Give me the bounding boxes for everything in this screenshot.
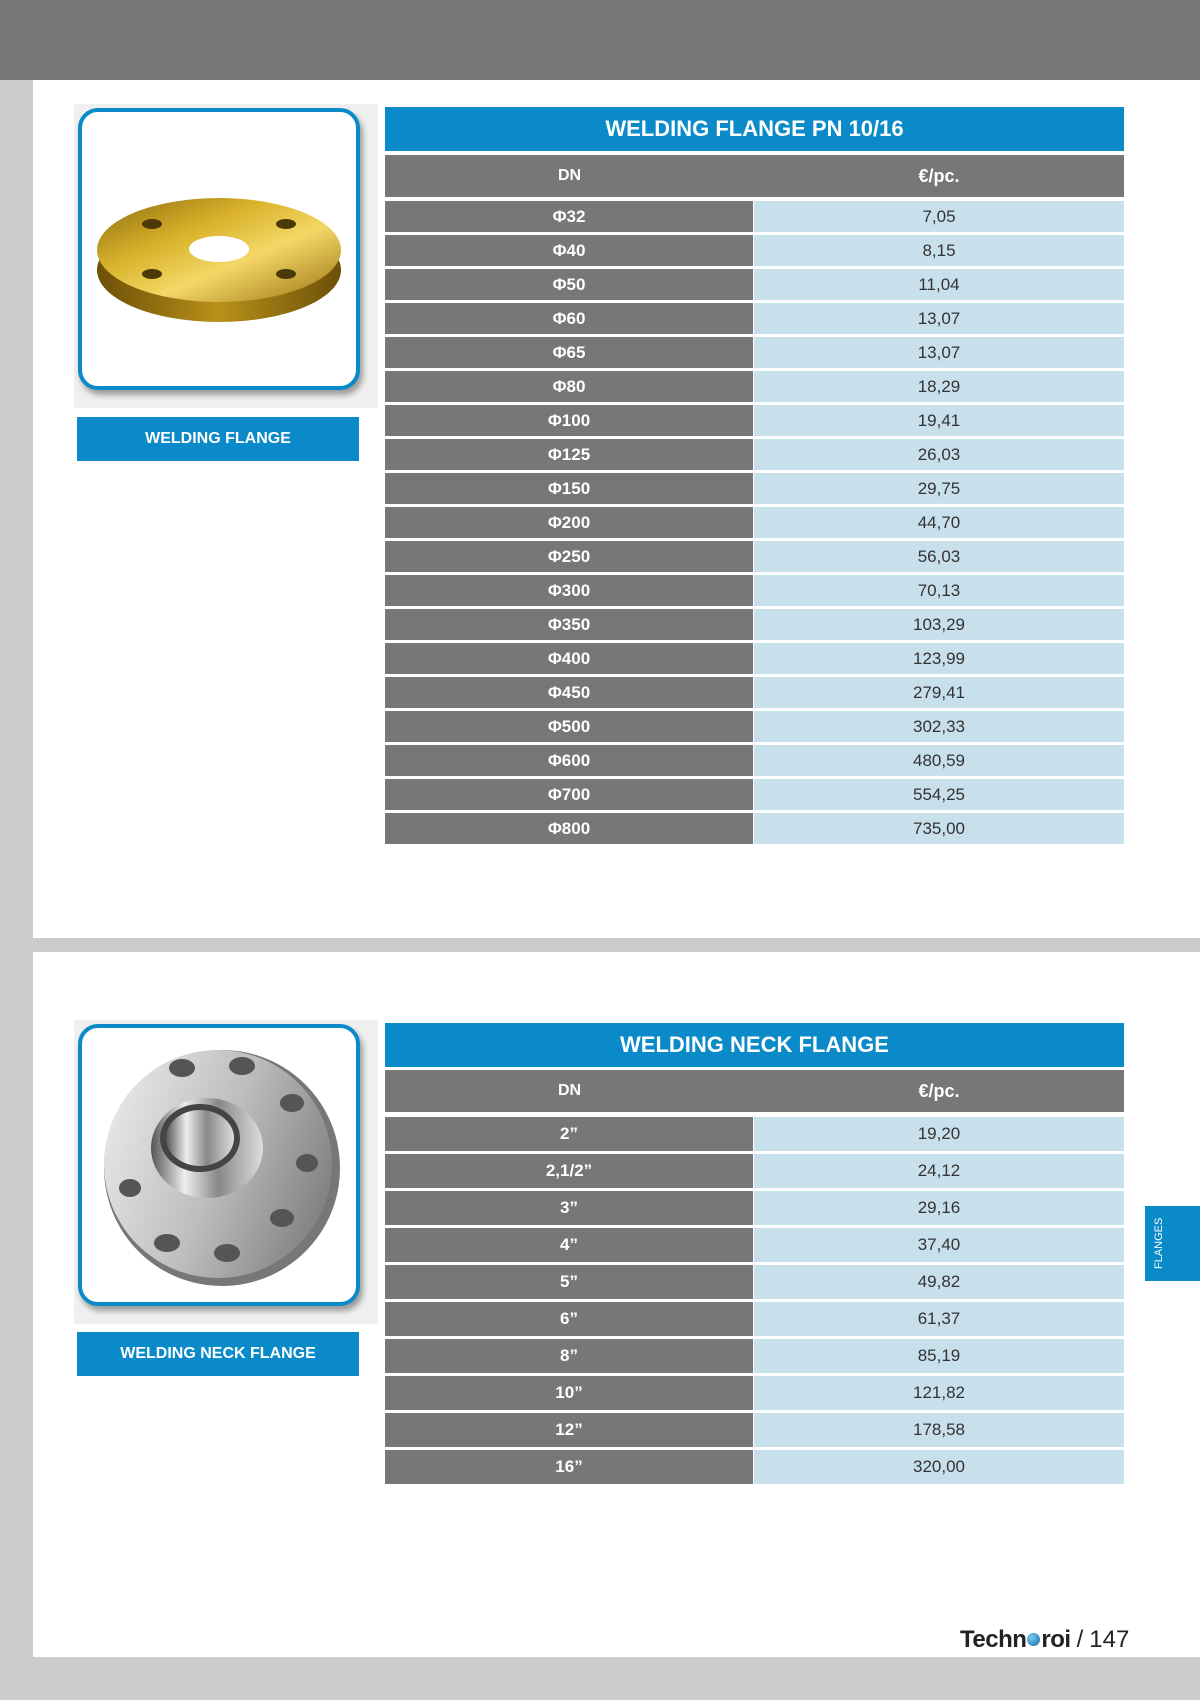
brand-name-end: roi <box>1041 1626 1071 1653</box>
section-side-tab[interactable] <box>1145 1206 1200 1281</box>
table-row <box>385 235 1124 266</box>
dn-cell: 6” <box>385 1302 753 1336</box>
brand-name-start: Techn <box>960 1626 1027 1653</box>
dn-cell: Φ150 <box>385 473 753 504</box>
price-cell: 29,75 <box>754 473 1124 504</box>
column-header-price: €/pc. <box>918 1080 960 1101</box>
brass-flange-icon <box>82 112 356 386</box>
dn-cell: Φ100 <box>385 405 753 436</box>
product-image-box <box>74 1020 378 1324</box>
side-tab-label: FLANGES <box>1153 1217 1165 1270</box>
page-number: 147 <box>1089 1626 1130 1653</box>
table-row <box>385 813 1124 844</box>
dn-cell: Φ125 <box>385 439 753 470</box>
dn-cell: Φ400 <box>385 643 753 674</box>
top-bar <box>0 0 1200 80</box>
price-table-rows <box>385 201 1124 847</box>
table-row <box>385 371 1124 402</box>
product-image-frame <box>78 1024 360 1306</box>
price-cell: 11,04 <box>754 269 1124 300</box>
dn-cell: Φ60 <box>385 303 753 334</box>
table-row <box>385 711 1124 742</box>
table-row <box>385 439 1124 470</box>
price-cell: 56,03 <box>754 541 1124 572</box>
price-cell: 24,12 <box>754 1154 1124 1188</box>
price-cell: 554,25 <box>754 779 1124 810</box>
price-table-rows <box>385 1117 1124 1487</box>
price-cell: 13,07 <box>754 303 1124 334</box>
dn-cell: Φ80 <box>385 371 753 402</box>
table-row <box>385 337 1124 368</box>
table-row <box>385 1376 1124 1410</box>
price-cell: 19,41 <box>754 405 1124 436</box>
price-cell: 85,19 <box>754 1339 1124 1373</box>
price-cell: 302,33 <box>754 711 1124 742</box>
table-title: WELDING NECK FLANGE <box>385 1023 1124 1067</box>
table-row <box>385 677 1124 708</box>
dn-cell: 3” <box>385 1191 753 1225</box>
product-caption: WELDING NECK FLANGE <box>77 1332 359 1376</box>
price-cell: 13,07 <box>754 337 1124 368</box>
table-row <box>385 575 1124 606</box>
dn-cell: 2” <box>385 1117 753 1151</box>
price-cell: 123,99 <box>754 643 1124 674</box>
price-cell: 37,40 <box>754 1228 1124 1262</box>
table-row <box>385 405 1124 436</box>
dn-cell: Φ800 <box>385 813 753 844</box>
price-cell: 29,16 <box>754 1191 1124 1225</box>
price-cell: 19,20 <box>754 1117 1124 1151</box>
dn-cell: Φ50 <box>385 269 753 300</box>
blue-dot-icon <box>1027 1633 1040 1646</box>
table-row <box>385 303 1124 334</box>
dn-cell: Φ600 <box>385 745 753 776</box>
table-row <box>385 201 1124 232</box>
table-row <box>385 745 1124 776</box>
product-image-frame <box>78 108 360 390</box>
dn-cell: 4” <box>385 1228 753 1262</box>
dn-cell: Φ65 <box>385 337 753 368</box>
price-cell: 70,13 <box>754 575 1124 606</box>
dn-cell: Φ350 <box>385 609 753 640</box>
table-row <box>385 507 1124 538</box>
table-row <box>385 541 1124 572</box>
dn-cell: Φ700 <box>385 779 753 810</box>
price-cell: 279,41 <box>754 677 1124 708</box>
price-cell: 61,37 <box>754 1302 1124 1336</box>
dn-cell: Φ40 <box>385 235 753 266</box>
column-header-dn: DN <box>557 1082 582 1099</box>
price-cell: 49,82 <box>754 1265 1124 1299</box>
price-cell: 480,59 <box>754 745 1124 776</box>
dn-cell: Φ250 <box>385 541 753 572</box>
dn-cell: 10” <box>385 1376 753 1410</box>
dn-cell: 16” <box>385 1450 753 1484</box>
table-row <box>385 609 1124 640</box>
table-row <box>385 1302 1124 1336</box>
table-row <box>385 1154 1124 1188</box>
table-row <box>385 1413 1124 1447</box>
table-title: WELDING FLANGE PN 10/16 <box>385 107 1124 151</box>
table-row <box>385 1450 1124 1484</box>
product-image-box <box>74 104 378 408</box>
price-cell: 7,05 <box>754 201 1124 232</box>
table-row <box>385 1228 1124 1262</box>
dn-cell: Φ500 <box>385 711 753 742</box>
price-cell: 18,29 <box>754 371 1124 402</box>
table-row <box>385 473 1124 504</box>
page-footer <box>960 1624 1129 1656</box>
table-row <box>385 1191 1124 1225</box>
steel-neck-flange-icon <box>82 1028 356 1302</box>
price-cell: 735,00 <box>754 813 1124 844</box>
dn-cell: Φ450 <box>385 677 753 708</box>
product-caption: WELDING FLANGE <box>77 417 359 461</box>
table-row <box>385 643 1124 674</box>
table-row <box>385 269 1124 300</box>
column-header-dn: DN <box>557 167 582 184</box>
table-header <box>385 155 1124 197</box>
price-cell: 26,03 <box>754 439 1124 470</box>
table-row <box>385 1339 1124 1373</box>
price-cell: 178,58 <box>754 1413 1124 1447</box>
dn-cell: Φ300 <box>385 575 753 606</box>
table-row <box>385 1265 1124 1299</box>
table-row <box>385 1117 1124 1151</box>
price-cell: 8,15 <box>754 235 1124 266</box>
price-cell: 320,00 <box>754 1450 1124 1484</box>
footer-separator: / <box>1076 1626 1084 1653</box>
dn-cell: Φ200 <box>385 507 753 538</box>
dn-cell: 2,1/2” <box>385 1154 753 1188</box>
brand-logo <box>960 1626 1071 1654</box>
table-header <box>385 1070 1124 1112</box>
dn-cell: Φ32 <box>385 201 753 232</box>
price-cell: 103,29 <box>754 609 1124 640</box>
table-row <box>385 779 1124 810</box>
dn-cell: 5” <box>385 1265 753 1299</box>
column-header-price: €/pc. <box>918 165 960 186</box>
price-cell: 44,70 <box>754 507 1124 538</box>
price-cell: 121,82 <box>754 1376 1124 1410</box>
dn-cell: 12” <box>385 1413 753 1447</box>
dn-cell: 8” <box>385 1339 753 1373</box>
